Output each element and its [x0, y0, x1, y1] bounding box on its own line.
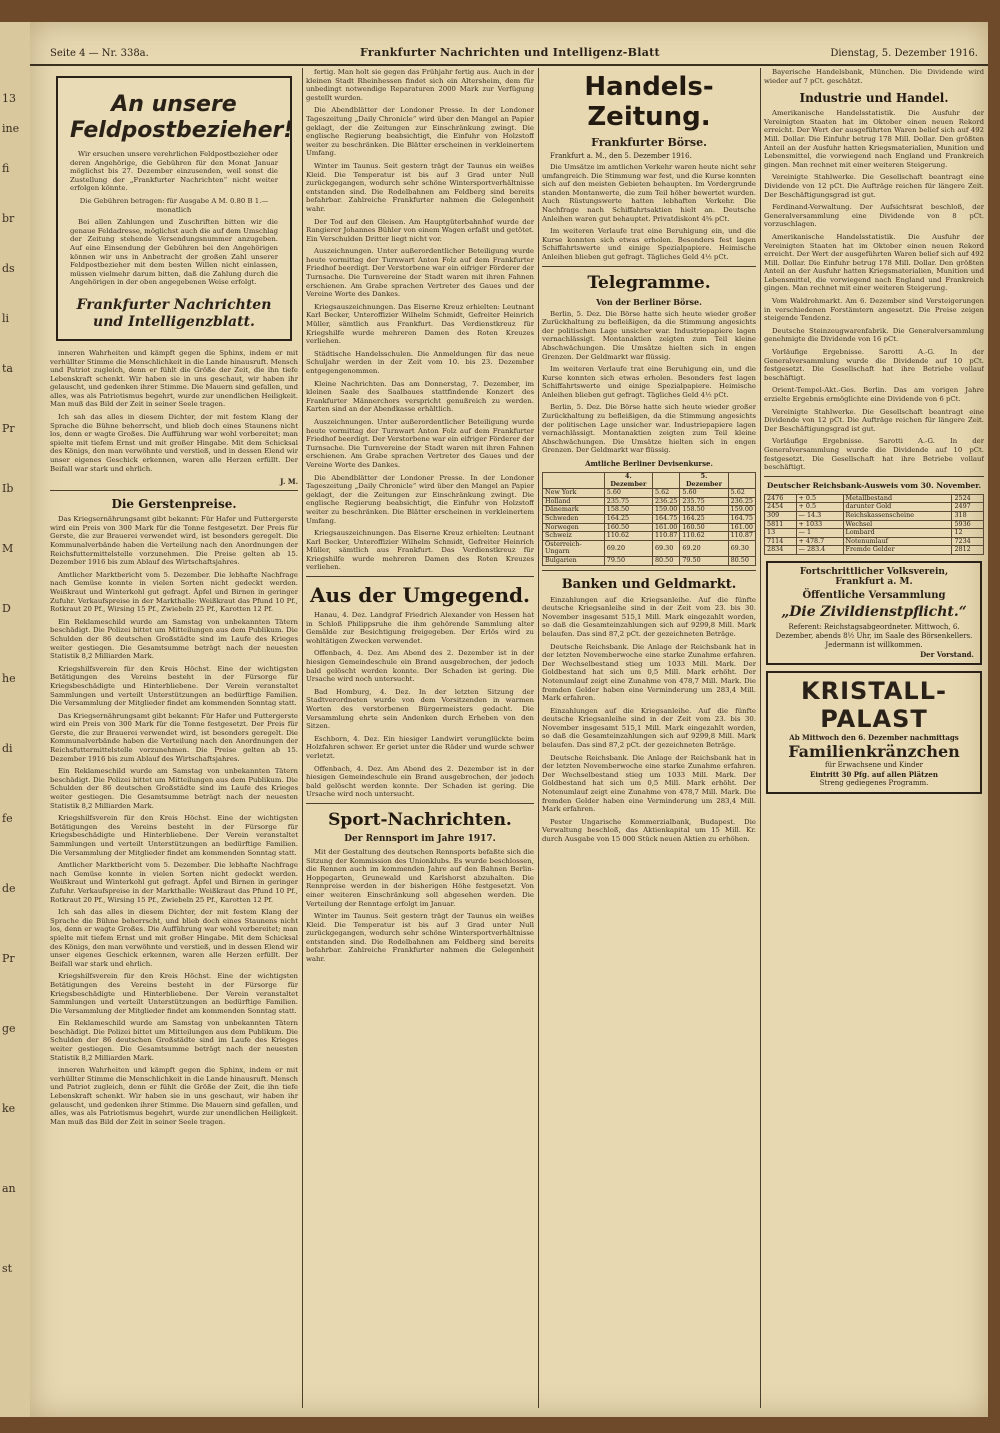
table-cell: Norwegen: [543, 523, 605, 532]
table-cell: 2454: [765, 503, 797, 512]
article-paragraph: Pester Ungarische Kommerzialbank, Budapest. Die Verwaltung beschloß, das Aktienkapital um 15 Mill. Kr. durch Ausgabe von 15 000 Stück neuen Aktien zu erhöhen.: [542, 817, 756, 843]
table-row: [543, 556, 756, 565]
notice-text-2: Bei allen Zahlungen und Zuschriften bitten wir die genaue Feldadresse, möglichst auch die auf dem Umschlag der Zeitung stehende Versendungsnummer anzugeben. Auf eine Einsendung der Gebühren bei den Angehörigen können wir uns in Anbetracht der großen Zahl unserer Feldpostbezieher mit dem besten Willen nicht einlassen, müssen vielmehr darum bitten, daß die Zahlung durch die Angehörigen in der oben angegebenen Weise erfolgt.: [70, 218, 278, 287]
author-initials: J. M.: [280, 477, 298, 487]
article-paragraph: Kleine Nachrichten. Das am Donnerstag, 7. Dezember, im kleinen Saale des Saalbaues stattfindende Konzert des Frankfurter Männerchors verspricht genußreich zu werden. Karten sind an der Abendkasse erhältlich.: [306, 379, 534, 414]
column-rule: [538, 68, 539, 1408]
article-paragraph: Vorläufige Ergebnisse. Sarotti A.-G. In der Generalversammlung wurde die Dividende auf 10 pCt. festgesetzt. Die Gesellschaft hat ihre Betriebe vollauf beschäftigt.: [764, 437, 984, 472]
table-cell: 236.25: [728, 497, 755, 506]
article-paragraph: Ich sah das alles in diesem Dichter, der mit festem Klang der Sprache die Bühne beherrscht, und blieb doch eines Staunens nicht los, denn er wagte Großes. Die Aufführung war wohl vorbereitet; man spielte mit tiefem Ernst und mit großer Hingabe. Mit dem Schicksal des Königs, den man verwöhnte und verstieß, und in dessen Elend wir unser eigenes Geschick erkennen, waren alle Herzen erfüllt. Der Beifall war stark und ehrlich.: [50, 413, 298, 473]
table-cell: 164.25: [604, 515, 652, 524]
strip-fragment: Pr: [2, 422, 15, 435]
article-paragraph: Vereinigte Stahlwerke. Die Gesellschaft beantragt eine Dividende von 12 pCt. Die Aufträge reichen für längere Zeit. Der Beschäftigungsgrad ist gut.: [764, 173, 984, 199]
strip-fragment: Ib: [2, 482, 14, 495]
ad-venue-name: KRISTALL-PALAST: [801, 676, 947, 733]
table-cell: 7234: [952, 537, 984, 546]
table-cell: 2524: [952, 494, 984, 503]
article-paragraph: Offenbach, 4. Dez. Am Abend des 2. Dezember ist in der hiesigen Gemeindeschule ein Brand ausgebrochen, der jedoch bald gelöscht werden konnte. Der Schaden ist gering. Die Ursache wird noch untersucht.: [306, 764, 534, 799]
strip-fragment: br: [2, 212, 15, 225]
divider: [306, 576, 534, 577]
article-paragraph: Amtlicher Marktbericht vom 5. Dezember. Die lebhafte Nachfrage nach Gemüse konnte in vielen Sorten nicht gedeckt werden. Weißkraut und Winterkohl gut gefragt. Äpfel und Birnen in geringer Zufuhr. Verkaufspreise in der Markthalle: Weißkraut das Pfund 10 Pf., Rotkraut 20 Pf., Wirsing 15 Pf., Zwiebeln 25 Pf., Karotten 12 Pf.: [50, 861, 298, 904]
strip-fragment: Pr: [2, 952, 15, 965]
notice-signature: Frankfurter Nachrichten und Intelligenzblatt.: [76, 296, 272, 330]
article-paragraph: Einzahlungen auf die Kriegsanleihe. Auf die fünfte deutsche Kriegsanleihe sind in der Zeit vom 23. bis 30. November insgesamt 515,1 Mill. Mark eingezahlt worden, so daß die Gesamteinzahlungen sich auf 9299,8 Mill. Mark belaufen. Das sind 87,2 pCt. der gezeichneten Beträge.: [542, 595, 756, 638]
table-cell: 69.20: [680, 540, 728, 556]
table-cell: — 1: [796, 529, 843, 538]
table-row: [765, 546, 984, 555]
notice-text: Wir ersuchen unsere verehrlichen Feldpostbezieher oder deren Angehörige, die Gebühren für den Monat Januar möglichst bis 27. Dezember einzusenden, weil sonst die Zustellung der „Frankfurter Nachrichten“ nicht weiter erfolgen könnte.: [70, 150, 278, 193]
table-cell: + 0.5: [796, 494, 843, 503]
table-cell: 235.75: [680, 497, 728, 506]
article-paragraph: Orient-Tempel-Akt.-Ges. Berlin. Das am vorigen Jahre erzielte Ergebnis ermöglichte eine Dividende von 6 pCt.: [764, 386, 984, 403]
article-paragraph: Berlin, 5. Dez. Die Börse hatte sich heute wieder großer Zurückhaltung zu befleißigen, da die Stimmung angesichts der politischen Lage unsicher war. Industriepapiere lagen vernachlässigt. Montanaktien zeigten zum Teil kleine Abschwächungen. Die Umsätze hielten sich in engen Grenzen. Der Geldmarkt war flüssig.: [542, 403, 756, 455]
table-cell: 158.50: [680, 506, 728, 515]
divider: [306, 803, 534, 804]
strip-fragment: 13: [2, 92, 16, 105]
article-paragraph: Ein Reklameschild wurde am Samstag von unbekannten Tätern beschädigt. Die Polizei bittet um Mitteilungen aus dem Publikum. Die Schulden der 86 deutschen Großstädte sind im Laufe des Krieges weiter gestiegen. Die Gesamtsumme beträgt nach der neuesten Statistik 8,2 Milliarden Mark.: [50, 767, 298, 810]
article-paragraph: Das Kriegsernährungsamt gibt bekannt: Für Hafer und Futtergerste wird ein Preis von 300 Mark für die Tonne festgesetzt. Der Preis für Gerste, die zur Brauerei verwendet wird, ist besonders geregelt. Die Kommunalverbände haben die Verteilung nach den Anordnungen der Reichsfuttermittelstelle vorzunehmen. Die Preise gelten ab 15. Dezember 1916 bis zum Ablauf des Wirtschaftsjahres.: [50, 711, 298, 763]
strip-fragment: D: [2, 602, 11, 615]
article-paragraph: Offenbach, 4. Dez. Am Abend des 2. Dezember ist in der hiesigen Gemeindeschule ein Brand ausgebrochen, der jedoch bald gelöscht werden konnte. Der Schaden ist gering. Die Ursache wird noch untersucht.: [306, 649, 534, 684]
section-heading: Banken und Geldmarkt.: [561, 576, 737, 592]
divider: [764, 476, 984, 477]
ad-price: Eintritt 30 Pfg. auf allen Plätzen: [810, 769, 938, 779]
divider: [542, 266, 756, 267]
table-cell: 318: [952, 511, 984, 520]
newspaper-page: [30, 22, 988, 1417]
table-cell: 160.50: [680, 523, 728, 532]
table-cell: 5.62: [652, 489, 679, 498]
table-cell: Dänemark: [543, 506, 605, 515]
article-paragraph: Ein Reklameschild wurde am Samstag von unbekannten Tätern beschädigt. Die Polizei bittet um Mitteilungen aus dem Publikum. Die Schulden der 86 deutschen Großstädte sind im Laufe des Krieges weiter gestiegen. Die Gesamtsumme beträgt nach der neuesten Statistik 8,2 Milliarden Mark.: [50, 617, 298, 661]
table-cell: darunter Gold: [843, 503, 952, 512]
table-cell: Notenumlauf: [843, 537, 952, 546]
notice-fees: Die Gebühren betragen: für Ausgabe A M. 0.80 B 1.— monatlich: [79, 196, 269, 214]
article-paragraph: Deutsche Reichsbank. Die Anlage der Reichsbank hat in der letzten Novemberwoche eine starke Zunahme erfahren. Der Wechselbestand stieg um 1033 Mill. Mark. Der Goldbestand hat sich um 0,5 Mill. Mark erhöht. Der Notenumlauf zeigt eine Zunahme von 478,7 Mill. Mark. Die fremden Gelder haben eine Verminderung um 283,4 Mill. Mark erfahren.: [542, 642, 756, 703]
table-cell: 5.62: [728, 489, 755, 498]
article-paragraph: Mit der Gestaltung des deutschen Rennsports befaßte sich die Sitzung der Kommission des Unionklubs. Es wurde beschlossen, die Rennen auch im kommenden Jahre auf den Bahnen Berlin-Hoppegarten, Grunewald und Karlshorst abzuhalten. Die Rennpreise werden in der bisherigen Höhe festgesetzt. Von einer weiteren Einschränkung soll abgesehen werden. Die Verteilung der Renntage erfolgt im Januar.: [306, 847, 534, 908]
reichsbank-table: [764, 494, 984, 555]
table-cell: Metallbestand: [843, 494, 952, 503]
article-paragraph: Ich sah das alles in diesem Dichter, der mit festem Klang der Sprache die Bühne beherrscht, und blieb doch eines Staunens nicht los, denn er wagte Großes. Die Aufführung war wohl vorbereitet; man spielte mit tiefem Ernst und mit großer Hingabe. Mit dem Schicksal des Königs, den man verwöhnte und verstieß, und in dessen Elend wir unser eigenes Geschick erkennen, waren alle Herzen erfüllt. Der Beifall war stark und ehrlich.: [50, 908, 298, 968]
table-row: [543, 523, 756, 532]
divider: [542, 570, 756, 571]
article-paragraph: Vorläufige Ergebnisse. Sarotti A.-G. In der Generalversammlung wurde die Dividende auf 10 pCt. festgesetzt. Die Gesellschaft hat ihre Betriebe vollauf beschäftigt.: [764, 348, 984, 382]
subheading: Frankfurter Börse.: [591, 136, 707, 149]
table-cell: Österreich-Ungarn: [543, 540, 605, 556]
table-cell: + 1033: [796, 520, 843, 529]
table-cell: Fremde Gelder: [843, 546, 952, 555]
ad-audience: für Erwachsene und Kinder: [825, 760, 923, 769]
column-4: [764, 68, 984, 1408]
column-1: [50, 68, 298, 1408]
table-cell: 158.50: [604, 506, 652, 515]
strip-fragment: ta: [2, 362, 13, 375]
notice-subtitle: Öffentliche Versammlung: [802, 589, 946, 601]
table-cell: 5936: [952, 520, 984, 529]
table-cell: 110.62: [680, 532, 728, 541]
table-cell: — 14.3: [796, 511, 843, 520]
table-title: Deutscher Reichsbank-Ausweis vom 30. November.: [766, 480, 982, 490]
exchange-rate-table: [542, 472, 756, 566]
article-paragraph: Die Umsätze im amtlichen Verkehr waren heute nicht sehr umfangreich. Die Stimmung war fest, und die Kurse konnten sich auf den meisten Gebieten behaupten. Im Vordergrunde standen Montanwerte, die zum Teil höher bewertet wurden. Auch Rüstungswerte hatten lebhaften Verkehr. Die Nachfrage nach Schiffahrtsaktien hielt an. Deutsche Anleihen waren gut behauptet. Privatdiskont 4⅝ pCt.: [542, 163, 756, 223]
table-cell: Schweden: [543, 515, 605, 524]
column-rule: [760, 68, 761, 1408]
article-paragraph: Kriegshilfsverein für den Kreis Höchst. Eine der wichtigsten Betätigungen des Vereins besteht in der Fürsorge für Kriegsbeschädigte und Hinterbliebene. Der Verein veranstaltet Sammlungen und verteilt Unterstützungen an bedürftige Familien. Die Versammlung der Mitglieder findet am kommenden Sonntag statt.: [50, 814, 298, 857]
table-cell: 110.87: [652, 532, 679, 541]
article-paragraph: fertig. Man holt sie gegen das Frühjahr fertig aus. Auch in der kleinen Stadt Rheinhessen findet sich ein Altersheim, dem für unbedingt notwendige Reparaturen 2000 Mark zur Verfügung gestellt wurden.: [306, 68, 534, 102]
section-heading: Industrie und Handel.: [799, 91, 949, 106]
strip-fragment: li: [2, 312, 10, 325]
strip-fragment: M: [2, 542, 14, 555]
article-paragraph: Kriegsauszeichnungen. Das Eiserne Kreuz erhielten: Leutnant Karl Becker, Unteroffizier Wilhelm Schmidt, Gefreiter Heinrich Müller, sämtlich aus Frankfurt. Das Verdienstkreuz für Kriegshilfe wurde mehreren Damen des Roten Kreuzes verliehen.: [306, 302, 534, 346]
table-cell: 5811: [765, 520, 797, 529]
table-cell: 2812: [952, 546, 984, 555]
strip-fragment: an: [2, 1182, 16, 1195]
article-paragraph: inneren Wahrheiten und kämpft gegen die Sphinx, indem er mit verhüllter Stimme die Menschlichkeit in die Lande hinausruft. Mensch und Patriot zugleich, denn er fühlt die Größe der Zeit, die ihn tiefe Lebenskraft schenkt. Wir haben sie in uns geschaut, wir haben ihr gelauscht, und gedenken ihrer Stimme. Die Mauern sind gefallen, und alles, was als Patriotismus begehrt, wurde zur unendlichen Heiligkeit. Man muß das Bild der Zeit in seiner Seele tragen.: [50, 348, 298, 409]
table-cell: 160.50: [604, 523, 652, 532]
table-cell: 161.00: [652, 523, 679, 532]
adjacent-page-strip: [0, 22, 30, 1417]
article-paragraph: Im weiteren Verlaufe trat eine Beruhigung ein, und die Kurse konnten sich etwas erholen. Besonders fest lagen Schiffahrtswerte und einige Spezialpapiere. Heimische Anleihen blieben gut gefragt. Tägliches Geld 4½ pCt.: [542, 365, 756, 399]
table-cell: 236.25: [652, 497, 679, 506]
table-cell: 2834: [765, 546, 797, 555]
strip-fragment: st: [2, 1262, 13, 1275]
article-paragraph: Deutsche Reichsbank. Die Anlage der Reichsbank hat in der letzten Novemberwoche eine starke Zunahme erfahren. Der Wechselbestand stieg um 1033 Mill. Mark. Der Goldbestand hat sich um 0,5 Mill. Mark erhöht. Der Notenumlauf zeigt eine Zunahme von 478,7 Mill. Mark. Die fremden Gelder haben eine Verminderung um 283,4 Mill. Mark erfahren.: [542, 753, 756, 814]
article-paragraph: Kriegshilfsverein für den Kreis Höchst. Eine der wichtigsten Betätigungen des Vereins besteht in der Fürsorge für Kriegsbeschädigte und Hinterbliebene. Der Verein veranstaltet Sammlungen und verteilt Unterstützungen an bedürftige Familien. Die Versammlung der Mitglieder findet am kommenden Sonntag statt.: [50, 664, 298, 708]
table-cell: 235.75: [604, 497, 652, 506]
notice-signature: Der Vorstand.: [920, 649, 974, 659]
article-paragraph: Auszeichnungen. Unter außerordentlicher Beteiligung wurde heute vormittag der Turnwart Anton Folz auf dem Frankfurter Friedhof beerdigt. Der Verstorbene war ein eifriger Förderer der Turnsache. Die Turnvereine der Stadt waren mit ihren Fahnen erschienen. Am Grabe sprachen Vertreter des Gaues und der Vereine Worte des Dankes.: [306, 247, 534, 299]
table-cell: 164.25: [680, 515, 728, 524]
subheading: Von der Berliner Börse.: [596, 296, 702, 307]
article-paragraph: Winter im Taunus. Seit gestern trägt der Taunus ein weißes Kleid. Die Temperatur ist bis auf 3 Grad unter Null zurückgegangen, wodurch sehr schöne Wintersportverhältnisse entstanden sind. Die Rodelbahnen am Feldberg sind bereits befahrbar. Zahlreiche Frankfurter nahmen die Gelegenheit wahr.: [306, 161, 534, 213]
article-paragraph: Amtlicher Marktbericht vom 5. Dezember. Die lebhafte Nachfrage nach Gemüse konnte in vielen Sorten nicht gedeckt werden. Weißkraut und Winterkohl gut gefragt. Äpfel und Birnen in geringer Zufuhr. Verkaufspreise in der Markthalle: Weißkraut das Pfund 10 Pf., Rotkraut 20 Pf., Wirsing 15 Pf., Zwiebeln 25 Pf., Karotten 12 Pf.: [50, 570, 298, 614]
table-cell: 110.62: [604, 532, 652, 541]
article-paragraph: Vom Waldrohmarkt. Am 6. Dezember sind Versteigerungen in verschiedenen Forstämtern angesetzt. Die Preise zeigen steigende Tendenz.: [764, 297, 984, 323]
table-row: [543, 540, 756, 556]
article-paragraph: Das Kriegsernährungsamt gibt bekannt: Für Hafer und Futtergerste wird ein Preis von 300 Mark für die Tonne festgesetzt. Der Preis für Gerste, die zur Brauerei verwendet wird, ist besonders geregelt. Die Kommunalverbände haben die Verteilung nach den Anordnungen der Reichsfuttermittelstelle vorzunehmen. Die Preise gelten ab 15. Dezember 1916 bis zum Ablauf des Wirtschaftsjahres.: [50, 515, 298, 567]
table-cell: 5.60: [680, 489, 728, 498]
table-cell: Holland: [543, 497, 605, 506]
table-title: Amtliche Berliner Devisenkurse.: [585, 459, 713, 469]
table-header-cell: 4. Dezember: [604, 473, 652, 489]
article-paragraph: Amerikanische Handelsstatistik. Die Ausfuhr der Vereinigten Staaten hat im Oktober einen neuen Rekord erreicht. Der Wert der ausgeführten Waren belief sich auf 492 Mill. Dollar. Die Einfuhr betrug 178 Mill. Dollar. Den größten Anteil an der Ausfuhr hatten Kriegsmaterialien, Munition und Lebensmittel, die vorwiegend nach England und Frankreich gingen. Man rechnet mit einer weiteren Steigerung.: [764, 232, 984, 293]
page-number: Seite 4 — Nr. 338a.: [50, 48, 149, 59]
article-paragraph: Städtische Handelsschulen. Die Anmeldungen für das neue Schuljahr werden in der Zeit vom 10. bis 23. Dezember entgegengenommen.: [306, 349, 534, 375]
table-row: [543, 532, 756, 541]
dateline: Frankfurt a. M., den 5. Dezember 1916.: [550, 152, 692, 160]
strip-fragment: di: [2, 742, 13, 755]
table-cell: Bulgarien: [543, 556, 605, 565]
table-cell: 164.75: [652, 515, 679, 524]
notice-title: An unsere Feldpostbezieher!: [70, 92, 294, 143]
article-paragraph: Winter im Taunus. Seit gestern trägt der Taunus ein weißes Kleid. Die Temperatur ist bis auf 3 Grad unter Null zurückgegangen, wodurch sehr schöne Wintersportverhältnisse entstanden sind. Die Rodelbahnen am Feldberg sind bereits befahrbar. Zahlreiche Frankfurter nahmen die Gelegenheit wahr.: [306, 912, 534, 964]
ad-date-line: Ab Mittwoch den 6. Dezember nachmittags: [789, 732, 959, 742]
table-cell: 13: [765, 529, 797, 538]
strip-fragment: ke: [2, 1102, 16, 1115]
divider: [50, 490, 298, 491]
article-paragraph: Der Tod auf den Gleisen. Am Hauptgüterbahnhof wurde der Rangierer Johannes Bühler von einem Wagen erfaßt und getötet. Ein Verschulden Dritter liegt nicht vor.: [306, 217, 534, 243]
table-row: [765, 511, 984, 520]
notice-org: Fortschrittlicher Volksverein, Frankfurt a. M.: [799, 566, 949, 587]
table-cell: Reichskassenscheine: [843, 511, 952, 520]
strip-fragment: ge: [2, 1022, 16, 1035]
table-header-cell: [652, 473, 679, 489]
table-cell: 12: [952, 529, 984, 538]
newspaper-title: Frankfurter Nachrichten und Intelligenz-Blatt: [360, 46, 660, 59]
page-masthead: [30, 42, 988, 66]
ad-program: Streng gediegenes Programm.: [819, 778, 929, 787]
section-title: Handels-Zeitung.: [584, 72, 714, 132]
table-cell: Lombard: [843, 529, 952, 538]
table-row: [543, 489, 756, 498]
table-cell: Wechsel: [843, 520, 952, 529]
subheading: Der Rennsport im Jahre 1917.: [344, 833, 496, 844]
notice-details: Referent: Reichstagsabgeordneter. Mittwoch, 6. Dezember, abends 8½ Uhr, im Saale des Börsenkellers. Jedermann ist willkommen.: [775, 622, 973, 649]
table-cell: New York: [543, 489, 605, 498]
table-header-cell: [728, 473, 755, 489]
article-paragraph: Ein Reklameschild wurde am Samstag von unbekannten Tätern beschädigt. Die Polizei bittet um Mitteilungen aus dem Publikum. Die Schulden der 86 deutschen Großstädte sind im Laufe des Krieges weiter gestiegen. Die Gesamtsumme beträgt nach der neuesten Statistik 8,2 Milliarden Mark.: [50, 1019, 298, 1062]
section-heading: Aus der Umgegend.: [310, 583, 530, 608]
table-cell: 79.50: [680, 556, 728, 565]
article-paragraph: Berlin, 5. Dez. Die Börse hatte sich heute wieder großer Zurückhaltung zu befleißigen, da die Stimmung angesichts der politischen Lage unsicher war. Industriepapiere lagen vernachlässigt. Montanaktien zeigten zum Teil kleine Abschwächungen. Die Umsätze hielten sich in engen Grenzen. Der Geldmarkt war flüssig.: [542, 309, 756, 361]
article-paragraph: Hanau, 4. Dez. Landgraf Friedrich Alexander von Hessen hat in Schloß Philippsruhe die ihm gehörende Sammlung alter Gemälde zur Besichtigung freigegeben. Der Erlös wird zu wohltätigen Zwecken verwendet.: [306, 611, 534, 645]
table-header-cell: [543, 473, 605, 489]
table-row: [543, 515, 756, 524]
table-cell: 69.30: [652, 540, 679, 556]
section-heading: Sport-Nachrichten.: [328, 809, 512, 830]
table-cell: 159.00: [728, 506, 755, 515]
table-cell: 159.00: [652, 506, 679, 515]
ad-event-title: Familienkränzchen: [788, 741, 960, 761]
article-paragraph: Auszeichnungen. Unter außerordentlicher Beteiligung wurde heute vormittag der Turnwart Anton Folz auf dem Frankfurter Friedhof beerdigt. Der Verstorbene war ein eifriger Förderer der Turnsache. Die Turnvereine der Stadt waren mit ihren Fahnen erschienen. Am Grabe sprachen Vertreter des Gaues und der Vereine Worte des Dankes.: [306, 417, 534, 469]
strip-fragment: de: [2, 882, 16, 895]
table-cell: Schweiz: [543, 532, 605, 541]
table-cell: 5.60: [604, 489, 652, 498]
strip-fragment: ine: [2, 122, 20, 135]
article-paragraph: Kriegshilfsverein für den Kreis Höchst. Eine der wichtigsten Betätigungen des Vereins besteht in der Fürsorge für Kriegsbeschädigte und Hinterbliebene. Der Verein veranstaltet Sammlungen und verteilt Unterstützungen an bedürftige Familien. Die Versammlung der Mitglieder findet am kommenden Sonntag statt.: [50, 972, 298, 1015]
article-paragraph: Bayerische Handelsbank, München. Die Dividende wird wieder auf 7 pCt. geschätzt.: [764, 68, 984, 85]
strip-fragment: fe: [2, 812, 13, 825]
strip-fragment: he: [2, 672, 16, 685]
article-paragraph: Einzahlungen auf die Kriegsanleihe. Auf die fünfte deutsche Kriegsanleihe sind in der Zeit vom 23. bis 30. November insgesamt 515,1 Mill. Mark eingezahlt worden, so daß die Gesamteinzahlungen sich auf 9299,8 Mill. Mark belaufen. Das sind 87,2 pCt. der gezeichneten Beträge.: [542, 706, 756, 750]
article-paragraph: inneren Wahrheiten und kämpft gegen die Sphinx, indem er mit verhüllter Stimme die Menschlichkeit in die Lande hinausruft. Mensch und Patriot zugleich, denn er fühlt die Größe der Zeit, die ihn tiefe Lebenskraft schenkt. Wir haben sie in uns geschaut, wir haben ihr gelauscht, und gedenken ihrer Stimme. Die Mauern sind gefallen, und alles, was als Patriotismus begehrt, wurde zur unendlichen Heiligkeit. Man muß das Bild der Zeit in seiner Seele tragen.: [50, 1066, 298, 1126]
article-paragraph: Bad Homburg, 4. Dez. In der letzten Sitzung der Stadtverordneten wurde von dem Vorsitzenden in warmen Worten des verstorbenen Bürgermeisters gedacht. Die Versammlung ehrte sein Andenken durch Erheben von den Sitzen.: [306, 687, 534, 731]
column-2: [306, 68, 534, 1408]
table-cell: 161.00: [728, 523, 755, 532]
article-paragraph: Im weiteren Verlaufe trat eine Beruhigung ein, und die Kurse konnten sich etwas erholen. Besonders fest lagen Schiffahrtswerte und einige Spezialpapiere. Heimische Anleihen blieben gut gefragt. Tägliches Geld 4½ pCt.: [542, 227, 756, 261]
table-cell: 79.50: [604, 556, 652, 565]
article-paragraph: Amerikanische Handelsstatistik. Die Ausfuhr der Vereinigten Staaten hat im Oktober einen neuen Rekord erreicht. Der Wert der ausgeführten Waren belief sich auf 492 Mill. Dollar. Die Einfuhr betrug 178 Mill. Dollar. Den größten Anteil an der Ausfuhr hatten Kriegsmaterialien, Munition und Lebensmittel, die vorwiegend nach England und Frankreich gingen. Man rechnet mit einer weiteren Steigerung.: [764, 109, 984, 169]
table-cell: 164.75: [728, 515, 755, 524]
kristall-palast-ad: [766, 671, 982, 794]
table-cell: 7114: [765, 537, 797, 546]
issue-date: Dienstag, 5. Dezember 1916.: [830, 48, 978, 59]
article-paragraph: Kriegsauszeichnungen. Das Eiserne Kreuz erhielten: Leutnant Karl Becker, Unteroffizier Wilhelm Schmidt, Gefreiter Heinrich Müller, sämtlich aus Frankfurt. Das Verdienstkreuz für Kriegshilfe wurde mehreren Damen des Roten Kreuzes verliehen.: [306, 529, 534, 572]
table-cell: 80.50: [652, 556, 679, 565]
table-cell: + 478.7: [796, 537, 843, 546]
table-cell: 110.87: [728, 532, 755, 541]
section-heading: Die Gerstenpreise.: [111, 497, 237, 512]
column-rule: [302, 68, 303, 1408]
table-row: [765, 529, 984, 538]
article-paragraph: Die Abendblätter der Londoner Presse. In der Londoner Tageszeitung „Daily Chronicle“ wird über den Mangel an Papier geklagt, der die Zeitungen zur Einschränkung zwingt. Die englische Regierung beabsichtigt, die Einfuhr von Holzstoff weiter zu beschränken. Die Blätter erscheinen in verkleinertem Umfang.: [306, 473, 534, 525]
strip-fragment: fi: [2, 162, 10, 175]
table-cell: — 283.4: [796, 546, 843, 555]
table-cell: 2476: [765, 494, 797, 503]
article-paragraph: Die Abendblätter der Londoner Presse. In der Londoner Tageszeitung „Daily Chronicle“ wird über den Mangel an Papier geklagt, der die Zeitungen zur Einschränkung zwingt. Die englische Regierung beabsichtigt, die Einfuhr von Holzstoff weiter zu beschränken. Die Blätter erscheinen in verkleinertem Umfang.: [306, 106, 534, 158]
table-cell: 69.20: [604, 540, 652, 556]
article-paragraph: Ferdinand-Verwaltung. Der Aufsichtsrat beschloß, der Generalversammlung eine Dividende von 8 pCt. vorzuschlagen.: [764, 203, 984, 229]
article-paragraph: Deutsche Steinzeugwarenfabrik. Die Generalversammlung genehmigte die Dividende von 16 pCt.: [764, 326, 984, 344]
article-paragraph: Vereinigte Stahlwerke. Die Gesellschaft beantragt eine Dividende von 12 pCt. Die Aufträge reichen für längere Zeit. Der Beschäftigungsgrad ist gut.: [764, 407, 984, 433]
table-cell: + 0.5: [796, 503, 843, 512]
table-cell: 2497: [952, 503, 984, 512]
subscription-notice-box: [56, 76, 292, 341]
column-3: [542, 68, 756, 1408]
article-paragraph: Eschborn, 4. Dez. Ein hiesiger Landwirt verunglückte beim Holzfahren schwer. Er geriet unter die Räder und wurde schwer verletzt.: [306, 734, 534, 760]
table-cell: 69.30: [728, 540, 755, 556]
table-cell: 309: [765, 511, 797, 520]
notice-topic: „Die Zivildienstpflicht.“: [781, 603, 967, 620]
strip-fragment: ds: [2, 262, 15, 275]
assembly-notice: [766, 561, 982, 665]
table-cell: 80.50: [728, 556, 755, 565]
table-header-cell: 5. Dezember: [680, 473, 728, 489]
section-heading: Telegramme.: [587, 272, 711, 293]
